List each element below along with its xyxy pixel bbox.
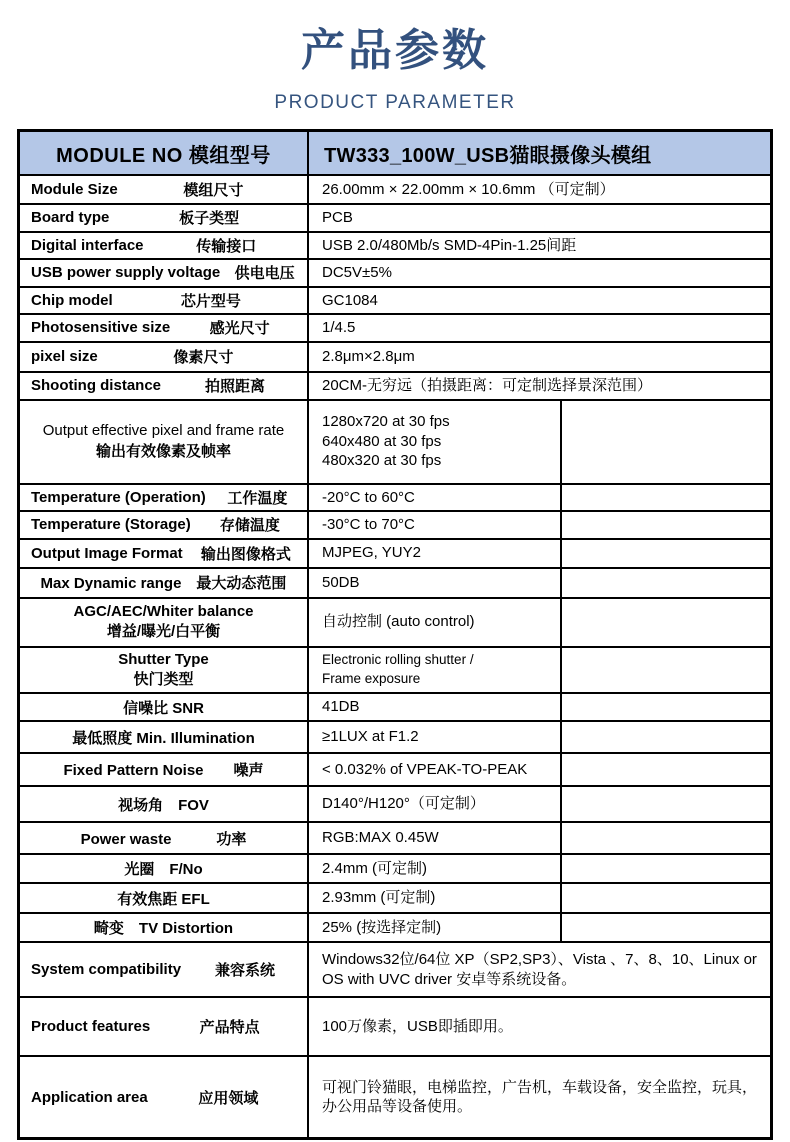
table-row: [20, 884, 770, 914]
table-row: [20, 373, 770, 401]
row-label: [20, 943, 309, 996]
row-value-line: 480x320 at 30 fps: [322, 452, 442, 470]
row-label: [20, 343, 309, 371]
row-value-line: 2.93mm (可定制): [322, 889, 436, 907]
row-value: [309, 260, 770, 286]
table-row: [20, 914, 770, 943]
row-value-line: 50DB: [322, 573, 360, 591]
table-row: [20, 233, 770, 261]
row-label: [20, 512, 309, 538]
table-row: [20, 540, 770, 569]
row-label-en: Module Size: [31, 181, 118, 198]
row-label: [20, 485, 309, 511]
row-label: [20, 233, 309, 259]
row-label: 视场角 FOV: [20, 787, 309, 821]
row-value: [309, 754, 562, 785]
row-value-line: MJPEG, YUY2: [322, 544, 421, 562]
table-row: [20, 1057, 770, 1137]
row-value-line: 2.8μm×2.8μm: [322, 347, 415, 365]
row-label: [20, 373, 309, 399]
row-label: [20, 648, 309, 693]
row-label-en: Digital interface: [31, 236, 144, 254]
row-label-zh: 产品特点: [199, 1019, 260, 1036]
table-row: [20, 512, 770, 540]
row-value-line: D140°/H120°（可定制）: [322, 795, 485, 813]
table-row: [20, 401, 770, 485]
row-value-line: RGB:MAX 0.45W: [322, 829, 439, 847]
row-label: [20, 288, 309, 314]
row-label: [20, 1057, 309, 1137]
row-value: [309, 401, 562, 483]
table-row: [20, 205, 770, 233]
row-value: [309, 176, 770, 203]
row-label-en: Shooting distance: [31, 377, 162, 394]
row-label-zh: 像素尺寸: [173, 349, 234, 366]
row-value-line: < 0.032% of VPEAK-TO-PEAK: [322, 760, 528, 778]
table-row: [20, 485, 770, 513]
row-label: 有效焦距 EFL: [20, 884, 309, 912]
row-value-line: 自动控制 (auto control): [322, 613, 475, 631]
row-label-en: Photosensitive size: [31, 319, 171, 337]
table-row: [20, 648, 770, 695]
row-value: [309, 855, 562, 882]
row-label-line: Shutter Type: [118, 650, 209, 668]
row-value: [309, 648, 562, 693]
row-label-zh: 应用领域: [198, 1089, 259, 1107]
row-label-line: AGC/AEC/Whiter balance: [73, 602, 254, 620]
table-row: [20, 754, 770, 787]
row-label-en: Board type: [31, 209, 110, 227]
row-value-line: 20CM-无穷远（拍摄距离：可定制选择景深范围）: [322, 376, 653, 394]
table-row: [20, 943, 770, 998]
row-label: [20, 401, 309, 483]
row-label: 光圈 F/No: [20, 855, 309, 882]
table-row: [20, 288, 770, 316]
row-label-line: 输出有效像素及帧率: [95, 442, 231, 460]
row-label-zh: 存储温度: [219, 517, 280, 535]
row-empty-cell: [562, 855, 770, 882]
row-label-zh: 传输接口: [196, 237, 257, 255]
row-value-line: 26.00mm × 22.00mm × 10.6mm （可定制）: [322, 180, 615, 198]
row-label-en: Product features: [31, 1018, 151, 1035]
row-label-en: USB power supply voltage: [31, 264, 221, 282]
row-value: [309, 288, 770, 314]
row-value: [309, 315, 770, 341]
row-label-line: 增益/曝光/白平衡: [106, 623, 221, 640]
row-value-line: USB 2.0/480Mb/s SMD-4Pin-1.25间距: [322, 236, 577, 254]
row-value-line: 640x480 at 30 fps: [322, 432, 442, 450]
row-label: 信噪比 SNR: [20, 694, 309, 720]
row-empty-cell: [562, 569, 770, 597]
row-empty-cell: [562, 648, 770, 693]
row-value-line: 100万像素，USB即插即用。: [322, 1017, 513, 1035]
row-label: [20, 599, 309, 646]
row-label: [20, 998, 309, 1055]
table-row: [20, 787, 770, 823]
row-label: [20, 260, 309, 286]
row-value: [309, 205, 770, 231]
row-empty-cell: [562, 512, 770, 538]
table-row: [20, 569, 770, 599]
row-label-line: 快门类型: [133, 670, 194, 688]
row-value-line: -20°C to 60°C: [322, 488, 415, 506]
table-row: [20, 823, 770, 855]
row-value-line: Frame exposure: [322, 670, 421, 686]
row-label-zh: 输出图像格式: [200, 545, 291, 563]
row-value: [309, 914, 562, 941]
row-label-en: Output Image Format: [31, 544, 183, 562]
header-module-model: TW333_100W_USB猫眼摄像头模组: [324, 144, 652, 167]
table-row: [20, 599, 770, 648]
row-empty-cell: [562, 485, 770, 511]
row-label-en: Temperature (Operation): [31, 488, 206, 506]
row-label: Max Dynamic range 最大动态范围: [20, 569, 309, 597]
row-value: [309, 599, 562, 646]
table-row: [20, 722, 770, 754]
page-title: 产品参数: [301, 26, 489, 75]
row-value-line: -30°C to 70°C: [322, 516, 415, 533]
row-label-zh: 工作温度: [227, 489, 288, 507]
row-empty-cell: [562, 787, 770, 821]
row-value-line: 41DB: [322, 698, 360, 716]
row-label: [20, 205, 309, 231]
row-value-line: 25% (按选择定制): [322, 918, 442, 936]
row-empty-cell: [562, 722, 770, 752]
row-label-zh: 芯片型号: [180, 292, 241, 310]
row-label-zh: 模组尺寸: [183, 182, 244, 199]
header-module-no-label: MODULE NO 模组型号: [20, 132, 309, 174]
row-value-line: ≥1LUX at F1.2: [322, 728, 419, 746]
row-value: [309, 343, 770, 371]
page-subtitle: PRODUCT PARAMETER: [274, 92, 516, 113]
row-value-line: 可视门铃猫眼，电梯监控，广告机，车载设备，安全监控，玩具，办公用品等设备使用。: [322, 1078, 758, 1115]
row-value: [309, 694, 562, 720]
row-value: [309, 512, 562, 538]
table-row: [20, 694, 770, 722]
row-label-en: Temperature (Storage): [31, 516, 191, 534]
row-label-line: Output effective pixel and frame rate: [42, 422, 285, 440]
row-label-zh: 兼容系统: [215, 962, 276, 979]
row-label-zh: 感光尺寸: [209, 320, 270, 338]
row-value: [309, 1057, 770, 1137]
row-value: [309, 373, 770, 399]
table-row: [20, 998, 770, 1057]
row-empty-cell: [562, 401, 770, 483]
row-value: [309, 787, 562, 821]
row-label-zh: 拍照距离: [205, 378, 266, 395]
row-label-zh: 供电电压: [234, 265, 295, 283]
row-label: [20, 540, 309, 567]
row-value: [309, 485, 562, 511]
row-empty-cell: [562, 754, 770, 785]
row-value-line: DC5V±5%: [322, 264, 392, 281]
row-value-line: PCB: [322, 209, 353, 226]
row-value: [309, 823, 562, 853]
row-value-line: Electronic rolling shutter /: [322, 651, 474, 667]
row-value-line: 1280x720 at 30 fps: [322, 413, 450, 431]
row-empty-cell: [562, 884, 770, 912]
table-row: [20, 855, 770, 884]
row-empty-cell: [562, 914, 770, 941]
table-row: [20, 176, 770, 205]
row-value: [309, 998, 770, 1055]
table-body: [20, 176, 770, 1137]
row-value-line: 1/4.5: [322, 319, 356, 336]
row-label-en: Chip model: [31, 291, 113, 309]
row-label: Fixed Pattern Noise 噪声: [20, 754, 309, 785]
row-value: [309, 233, 770, 259]
row-value: [309, 943, 770, 996]
table-row: [20, 315, 770, 343]
row-value-line: GC1084: [322, 291, 378, 309]
row-value: [309, 722, 562, 752]
row-empty-cell: [562, 540, 770, 567]
row-label: 畸变 TV Distortion: [20, 914, 309, 941]
row-label-en: System compatibility: [31, 961, 182, 978]
row-label: Power waste 功率: [20, 823, 309, 853]
row-empty-cell: [562, 599, 770, 646]
row-value-line: Windows32位/64位 XP（SP2,SP3）、Vista 、7、8、10、Linux or OS with UVC driver 安卓等系统设备。: [322, 951, 757, 988]
row-empty-cell: [562, 694, 770, 720]
row-value: [309, 540, 562, 567]
row-label-zh: 板子类型: [179, 210, 240, 228]
row-value-line: 2.4mm (可定制): [322, 859, 428, 877]
row-label-en: Application area: [31, 1088, 148, 1106]
spec-table: [17, 129, 773, 1140]
row-value: [309, 884, 562, 912]
table-row: [20, 343, 770, 373]
row-value: [309, 569, 562, 597]
row-label: [20, 315, 309, 341]
row-empty-cell: [562, 823, 770, 853]
row-label: 最低照度 Min. Illumination: [20, 722, 309, 752]
row-label: [20, 176, 309, 203]
row-label-en: pixel size: [31, 348, 98, 365]
table-header-row: [20, 132, 770, 176]
table-row: [20, 260, 770, 288]
